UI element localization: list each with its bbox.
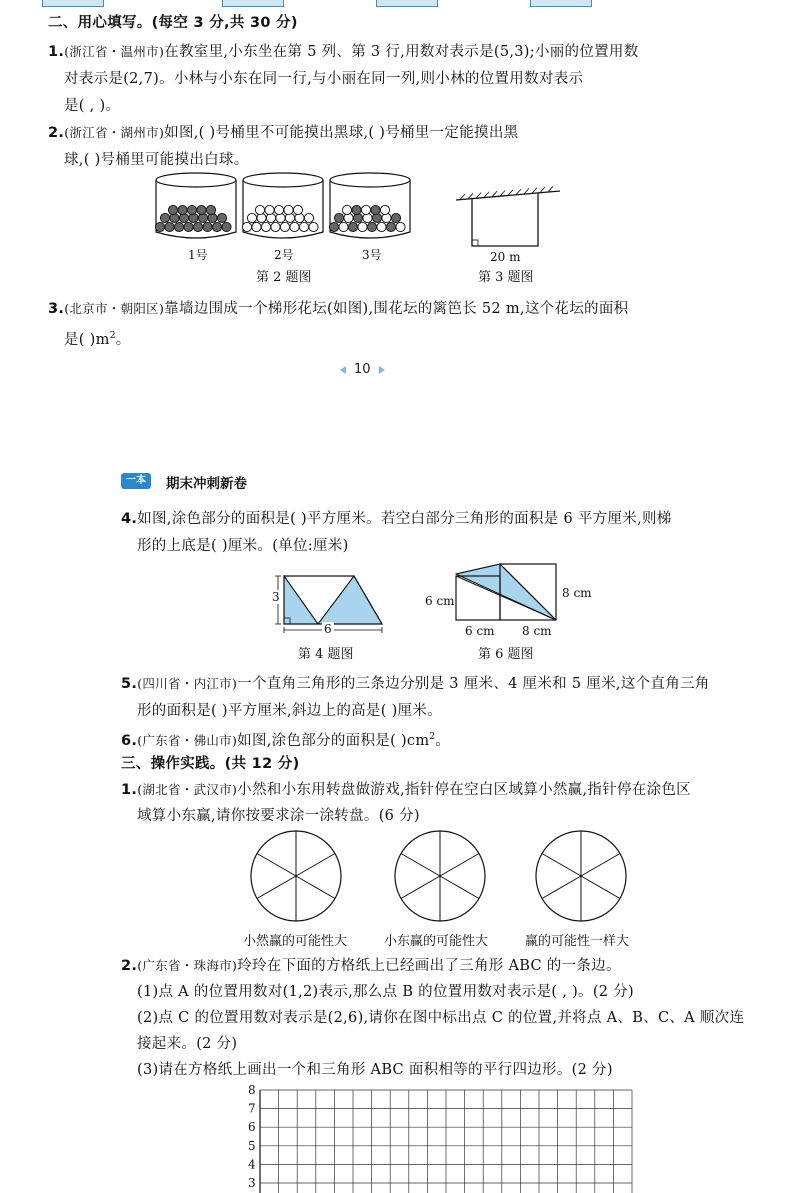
ball — [217, 213, 226, 222]
ball — [165, 222, 174, 231]
ball — [371, 205, 380, 214]
question-source: (广东省・佛山市) — [137, 732, 238, 748]
dimension-label: 20 m — [490, 250, 521, 264]
question-text: 如图,涂色部分的面积是( )平方厘米。若空白部分三角形的面积是 6 平方厘米,则梯 — [137, 511, 672, 527]
wheel-caption: 小然赢的可能性大 — [243, 934, 348, 949]
section3-question-2 — [121, 956, 621, 976]
ball — [242, 222, 251, 231]
question-number: 2. — [48, 125, 65, 141]
dimension-label: 8 cm — [562, 586, 592, 600]
grid-axis-label: 8 — [248, 1084, 256, 1097]
spinner-wheel[interactable] — [251, 831, 341, 921]
ball — [339, 222, 348, 231]
ball — [348, 222, 357, 231]
grid-axis-label: 7 — [248, 1101, 256, 1116]
ball — [222, 222, 231, 231]
question-text: 如图,( )号桶里不可能摸出黑球,( )号桶里一定能摸出黑 — [164, 125, 519, 141]
question-text: 玲玲在下面的方格纸上已经画出了三角形 ABC 的一条边。 — [237, 958, 621, 974]
question-number: 1. — [121, 782, 138, 798]
ball — [271, 222, 280, 231]
question-text: 是( , )。 — [64, 98, 121, 114]
dimension-label: 6 cm — [465, 624, 495, 638]
bucket-label: 2号 — [274, 248, 294, 262]
question-3 — [48, 299, 628, 319]
bucket-label: 3号 — [362, 248, 382, 262]
bucket — [155, 173, 236, 238]
right-arrow-icon — [379, 366, 385, 374]
header-title: 期末冲刺新卷 — [166, 476, 247, 492]
dimension-label: 3 — [272, 590, 280, 604]
question-2 — [48, 123, 518, 143]
question-text: 球,( )号桶里可能摸出白球。 — [64, 152, 249, 168]
fig6-squares — [454, 560, 566, 624]
question-number: 3. — [48, 301, 65, 317]
question-text: 靠墙边围成一个梯形花坛(如图),围花坛的篱笆长 52 m,这个花坛的面积 — [164, 301, 629, 317]
ball — [255, 205, 264, 214]
question-text: 。 — [115, 331, 131, 348]
ball — [274, 205, 283, 214]
question-text: 如图,涂色部分的面积是( )cm — [237, 732, 430, 749]
dimension-label: 6 — [324, 622, 332, 636]
spinner-wheel[interactable] — [536, 831, 626, 921]
question-text: 域算小东赢,请你按要求涂一涂转盘。(6 分) — [137, 808, 420, 824]
ball — [212, 222, 221, 231]
ball — [396, 222, 405, 231]
top-shape — [222, 0, 284, 7]
question-text: (1)点 A 的位置用数对(1,2)表示,那么点 B 的位置用数对表示是( , )。(2 分) — [137, 984, 634, 1000]
ball — [284, 205, 293, 214]
ball — [174, 222, 183, 231]
superscript: 2 — [109, 331, 116, 341]
ball — [391, 213, 400, 222]
section-heading: 二、用心填写。(每空 3 分,共 30 分) — [48, 15, 298, 31]
ball — [342, 205, 351, 214]
top-shape — [42, 0, 104, 7]
ball — [193, 222, 202, 231]
buckets-figure — [150, 170, 420, 242]
question-5 — [121, 674, 710, 694]
ball — [261, 222, 270, 231]
trapezoid-figure — [452, 186, 564, 250]
question-text: 形的上底是( )厘米。(单位:厘米) — [137, 538, 349, 554]
dimension-label: 6 cm — [425, 594, 455, 608]
ball — [386, 222, 395, 231]
bucket — [242, 173, 323, 238]
question-1 — [48, 42, 639, 62]
ball — [304, 213, 313, 222]
superscript: 2 — [429, 732, 436, 742]
question-text: 一个直角三角形的三条边分别是 3 厘米、4 厘米和 5 厘米,这个直角三角 — [237, 676, 710, 692]
grid-axis-label: 6 — [248, 1120, 256, 1135]
bucket — [329, 173, 410, 238]
ball — [280, 222, 289, 231]
header-badge: 一本 — [121, 473, 151, 489]
question-text: 对表示是(2,7)。小林与小东在同一行,与小丽在同一列,则小林的位置用数对表示 — [64, 71, 584, 87]
ball — [265, 205, 274, 214]
grid-axis-label: 4 — [248, 1157, 256, 1172]
question-source: (广东省・珠海市) — [137, 958, 238, 973]
ball — [299, 222, 308, 231]
ball — [329, 222, 338, 231]
question-number: 6. — [121, 732, 138, 749]
ball — [367, 222, 376, 231]
ball — [352, 205, 361, 214]
question-source: (浙江省・温州市) — [64, 44, 165, 59]
section3-question-1 — [121, 780, 691, 800]
page-number — [340, 362, 385, 377]
question-source: (北京市・朝阳区) — [64, 301, 165, 316]
ball — [293, 205, 302, 214]
ball — [377, 222, 386, 231]
ball — [155, 222, 164, 231]
ball — [187, 205, 196, 214]
ball — [197, 205, 206, 214]
ball — [380, 205, 389, 214]
question-text: 接起来。(2 分) — [137, 1036, 238, 1052]
question-text: (3)请在方格纸上画出一个和三角形 ABC 面积相等的平行四边形。(2 分) — [137, 1062, 613, 1078]
ball — [203, 222, 212, 231]
bucket-label: 1号 — [188, 248, 208, 262]
left-arrow-icon — [340, 366, 346, 374]
ball — [309, 222, 318, 231]
grid-paper — [240, 1084, 640, 1193]
question-number: 4. — [121, 511, 138, 527]
figure-caption: 第 6 题图 — [478, 647, 534, 662]
page-number-text: 10 — [354, 362, 371, 377]
question-text: (2)点 C 的位置用数对表示是(2,6),请你在图中标出点 C 的位置,并将点 A、B、C、A 顺次连 — [137, 1010, 745, 1026]
grid-axis-label: 3 — [248, 1176, 256, 1190]
wheel-caption: 赢的可能性一样大 — [525, 934, 630, 949]
section-heading: 三、操作实践。(共 12 分) — [121, 756, 300, 772]
spinner-wheel[interactable] — [395, 831, 485, 921]
figure-caption: 第 2 题图 — [256, 270, 312, 285]
question-text: 小然和小东用转盘做游戏,指针停在空白区域算小然赢,指针停在涂色区 — [237, 782, 691, 798]
ball — [160, 213, 169, 222]
top-shape — [376, 0, 438, 7]
question-text — [64, 326, 131, 350]
question-6 — [121, 727, 450, 751]
question-number: 1. — [48, 44, 65, 60]
question-text: 是( )m — [64, 331, 110, 348]
ball — [247, 213, 256, 222]
question-source: (四川省・内江市) — [137, 676, 238, 691]
ball — [358, 222, 367, 231]
ball — [184, 222, 193, 231]
question-number: 5. — [121, 676, 138, 692]
question-text: 。 — [435, 732, 451, 749]
wheel-caption: 小东赢的可能性大 — [384, 934, 489, 949]
question-number: 2. — [121, 958, 138, 974]
ball — [361, 205, 370, 214]
question-source: (浙江省・湖州市) — [64, 125, 165, 140]
question-4 — [121, 509, 672, 529]
ball — [290, 222, 299, 231]
ball — [178, 205, 187, 214]
ball — [206, 205, 215, 214]
question-source: (湖北省・武汉市) — [137, 782, 238, 797]
question-text: 形的面积是( )平方厘米,斜边上的高是( )厘米。 — [137, 703, 442, 719]
grid-axis-label: 5 — [248, 1138, 256, 1153]
ball — [168, 205, 177, 214]
ball — [334, 213, 343, 222]
figure-caption: 第 4 题图 — [298, 647, 354, 662]
top-shape — [530, 0, 592, 7]
dimension-label: 8 cm — [522, 624, 552, 638]
ball — [252, 222, 261, 231]
question-text: 在教室里,小东坐在第 5 列、第 3 行,用数对表示是(5,3);小丽的位置用数 — [164, 44, 639, 60]
spinner-wheels — [248, 830, 638, 926]
figure-caption: 第 3 题图 — [478, 270, 534, 285]
